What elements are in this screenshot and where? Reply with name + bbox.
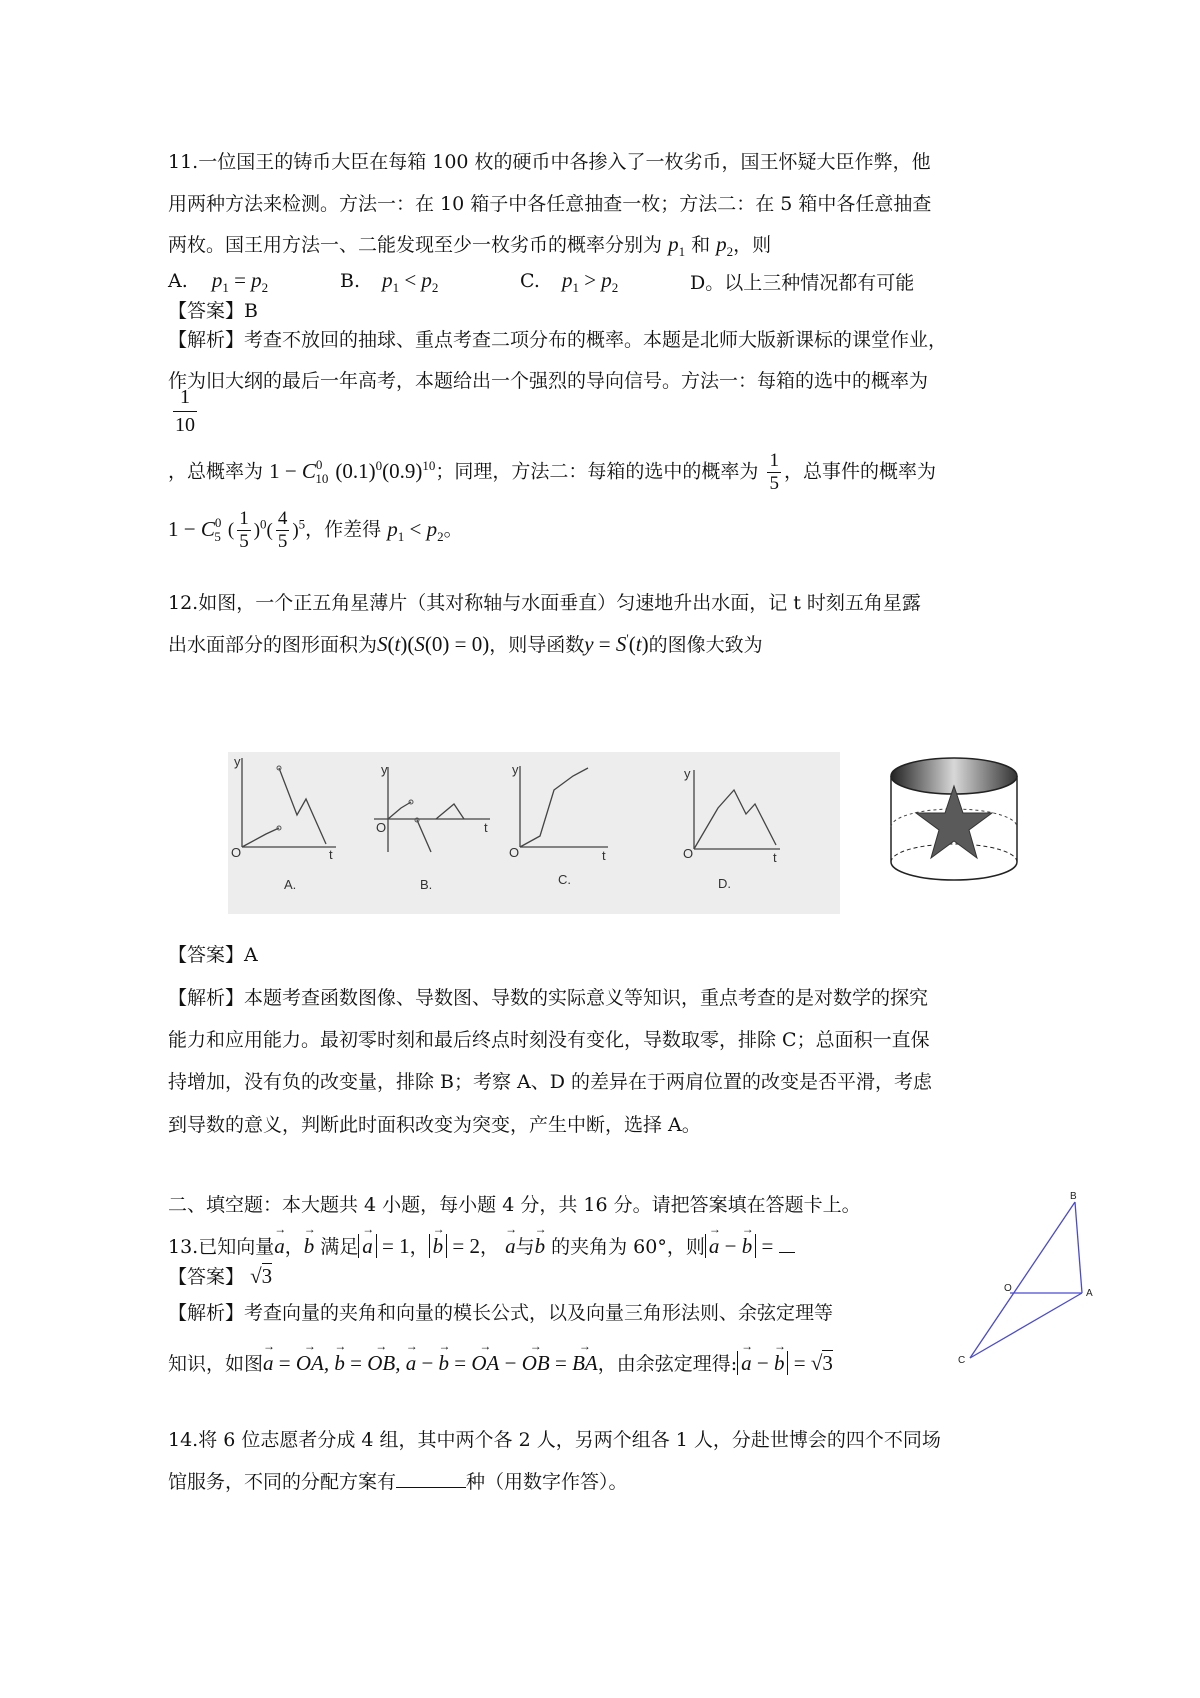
q14-answer-blank bbox=[396, 1471, 466, 1488]
graph-label-a: A. bbox=[284, 877, 297, 892]
q11-analysis-line-2: 作为旧大纲的最后一年高考，本题给出一个强烈的导向信号。方法一：每箱的选中的概率为 bbox=[168, 370, 929, 392]
q11-analysis-line-4: $1 - C_{05}$ ( $\frac{1}{5}$ )$^0$( $\frac{4}{5}$ )$^5$，作差得 $p_1 < p_2$。 bbox=[168, 508, 463, 552]
derivative-graph-options bbox=[228, 752, 840, 914]
q11-stem-text: 两枚。国王用方法一、二能发现至少一枚劣币的概率分别为 bbox=[168, 234, 663, 256]
q11-option-c: C. $p_1 > p_2$ bbox=[520, 268, 619, 296]
star-in-water-figure bbox=[884, 750, 1024, 900]
q11-fraction-1-10: $\frac{1}{10}$ bbox=[175, 386, 195, 436]
q13-analysis-line-2: 知识，如图→ a = → OA, → b = → OB, → a − → b = → OA − → OB = → BA，由余弦定理得:→ a − → b = √3 bbox=[168, 1345, 833, 1376]
graph-d-origin: O bbox=[683, 846, 694, 861]
q13-stem: 13.已知向量→ a，→ b 满足→ a = 1，→ b = 2， → a与→ b 的夹角为 60°，则→ a − → b = bbox=[168, 1228, 795, 1259]
q11-stem-end: ，则 bbox=[733, 234, 772, 256]
fig-label-b: B bbox=[1070, 1191, 1077, 1202]
graph-label-b: B. bbox=[420, 877, 433, 892]
graph-c-origin: O bbox=[509, 845, 520, 860]
q11-answer: 【答案】B bbox=[168, 300, 258, 322]
q13-answer: 【答案】 √3 bbox=[168, 1264, 273, 1288]
graph-b-axis-y: y bbox=[381, 762, 388, 777]
q12-stem-line-2: 出水面部分的图形面积为S(t)(S(0) = 0)，则导函数y = S'(t)的图像大致为 bbox=[168, 631, 763, 656]
q11-analysis-line-1: 【解析】考查不放回的抽球、重点考查二项分布的概率。本题是北师大版新课标的课堂作业， bbox=[168, 329, 948, 351]
q12-answer: 【答案】A bbox=[168, 944, 258, 966]
graph-a-origin: O bbox=[231, 845, 242, 860]
q14-line-1: 14.将 6 位志愿者分成 4 组，其中两个各 2 人，另两个组各 1 人，分赴世博会的四个不同场 bbox=[168, 1429, 941, 1451]
q11-analysis-line-3: ，总概率为 $1 - C_{010}$ $(0.1)^0(0.9)^{10}$；同理，方法二：每箱的选中的概率为 $\frac{1}{5}$ ，总事件的概率为 bbox=[168, 450, 936, 494]
graph-label-d: D. bbox=[718, 876, 731, 891]
graph-a-axis-y: y bbox=[234, 754, 241, 769]
graph-c-axis-y: y bbox=[512, 762, 519, 777]
graph-b-axis-t: t bbox=[484, 820, 488, 835]
q11-option-d: D。以上三种情况都有可能 bbox=[690, 272, 915, 294]
q11-stem-and: 和 bbox=[691, 234, 711, 256]
graph-label-c: C. bbox=[558, 872, 571, 887]
graph-c-axis-t: t bbox=[602, 848, 606, 863]
graph-a-axis-t: t bbox=[329, 847, 333, 862]
graph-b-origin: O bbox=[376, 820, 387, 835]
vector-triangle-figure bbox=[940, 1190, 1093, 1390]
q12-analysis-line-3: 持增加，没有负的改变量，排除 B；考察 A、D 的差异在于两肩位置的改变是否平滑，考虑 bbox=[168, 1071, 933, 1093]
fig-label-a: A bbox=[1086, 1288, 1093, 1299]
fig-label-c: C bbox=[958, 1355, 966, 1366]
q14-line-2: 馆服务，不同的分配方案有 种（用数字作答）。 bbox=[168, 1471, 628, 1493]
q11-option-b: B. $p_1 < p_2$ bbox=[340, 268, 439, 296]
q13-answer-blank bbox=[779, 1238, 795, 1253]
q11-stem-line-3: 两枚。国王用方法一、二能发现至少一枚劣币的概率分别为 $p_1$ 和 $p_2$，则 bbox=[168, 232, 772, 260]
q11-stem-line-1: 11.一位国王的铸币大臣在每箱 100 枚的硬币中各掺入了一枚劣币，国王怀疑大臣作弊，他 bbox=[168, 151, 931, 173]
q11-stem-line-2: 用两种方法来检测。方法一：在 10 箱子中各任意抽查一枚；方法二：在 5 箱中各任意抽查 bbox=[168, 193, 932, 215]
q11-option-a: A. $p_1 = p_2$ bbox=[168, 268, 269, 296]
q12-stem-line-1: 12.如图，一个正五角星薄片（其对称轴与水面垂直）匀速地升出水面，记 t 时刻五角星露 bbox=[168, 592, 921, 614]
graph-d-axis-y: y bbox=[684, 766, 691, 781]
q13-analysis-line-1: 【解析】考查向量的夹角和向量的模长公式，以及向量三角形法则、余弦定理等 bbox=[168, 1302, 834, 1324]
section-2-heading: 二、填空题：本大题共 4 小题，每小题 4 分，共 16 分。请把答案填在答题卡上。 bbox=[168, 1194, 861, 1216]
graph-d-axis-t: t bbox=[773, 850, 777, 865]
q12-analysis-line-4: 到导数的意义，判断此时面积改变为突变，产生中断，选择 A。 bbox=[168, 1114, 701, 1136]
fig-label-o: O bbox=[1004, 1283, 1012, 1294]
q12-analysis-line-2: 能力和应用能力。最初零时刻和最后终点时刻没有变化，导数取零，排除 C；总面积一直保 bbox=[168, 1029, 930, 1051]
q12-analysis-line-1: 【解析】本题考查函数图像、导数图、导数的实际意义等知识，重点考查的是对数学的探究 bbox=[168, 987, 929, 1009]
